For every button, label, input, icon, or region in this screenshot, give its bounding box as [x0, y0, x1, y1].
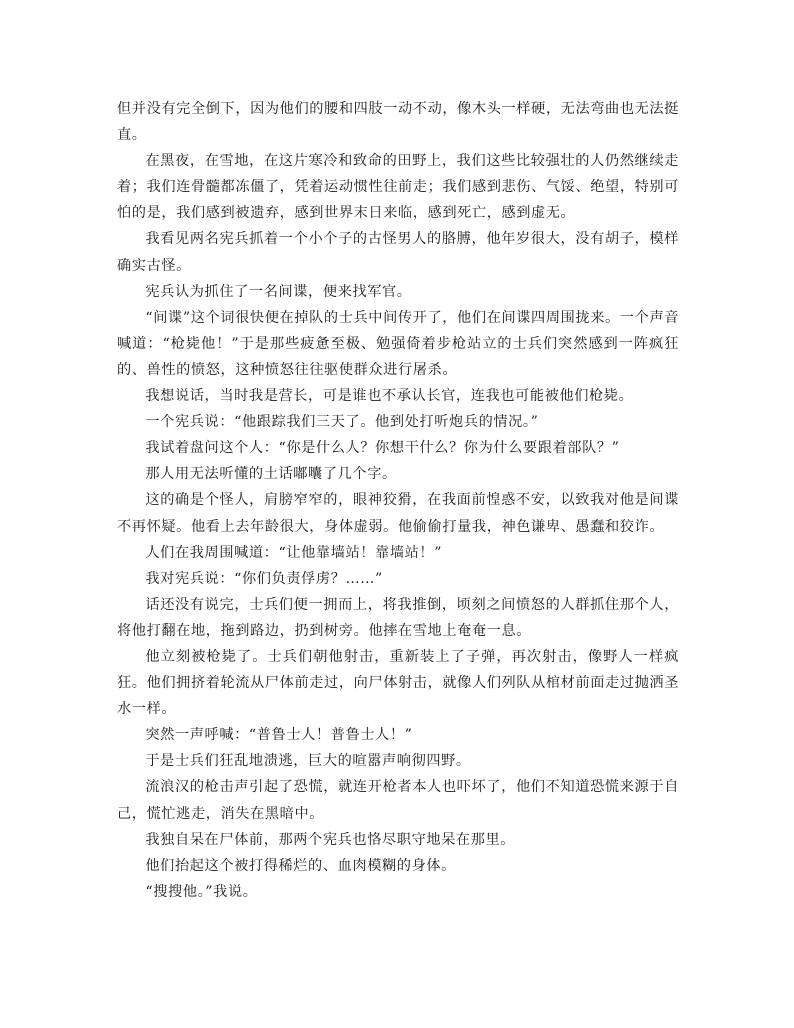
paragraph: 突然一声呼喊：“普鲁士人！普鲁士人！”: [145, 727, 413, 744]
paragraph: 我看见两名宪兵抓着一个小个子的古怪男人的胳膊，他年岁很大，没有胡子，模样确实古怪。: [117, 231, 679, 274]
paragraph: 于是士兵们狂乱地溃逃，巨大的喧嚣声响彻四野。: [145, 753, 471, 770]
paragraph: 我试着盘问这个人：“你是什么人？你想干什么？你为什么要跟着部队？”: [145, 440, 620, 457]
paragraph: 一个宪兵说：“他跟踪我们三天了。他到处打听炮兵的情况。”: [145, 414, 539, 431]
paragraph: 他立刻被枪毙了。士兵们朝他射击，重新装上了子弹，再次射击，像野人一样疯狂。他们拥挤着轮流从尸体前走过，向尸体射击，就像人们列队从棺材前面走过抛洒圣水一样。: [117, 648, 679, 718]
paragraph: 话还没有说完，士兵们便一拥而上，将我推倒，顷刻之间愤怒的人群抓住那个人，将他打翻在地，拖到路边，扔到树旁。他摔在雪地上奄奄一息。: [117, 596, 679, 639]
paragraph: “搜搜他。”我说。: [145, 883, 258, 900]
paragraph: 这的确是个怪人，肩膀窄窄的，眼神狡猾，在我面前惶惑不安，以致我对他是间谍不再怀疑。他看上去年龄很大，身体虚弱。他偷偷打量我，神色谦卑、愚蠢和狡诈。: [117, 492, 679, 535]
document-body: [117, 96, 679, 905]
paragraph: 流浪汉的枪击声引起了恐慌，就连开枪者本人也吓坏了，他们不知道恐慌来源于自己，慌忙逃走，消失在黑暗中。: [117, 779, 679, 822]
paragraph: 我想说话，当时我是营长，可是谁也不承认长官，连我也可能被他们枪毙。: [145, 388, 634, 405]
paragraph: 在黑夜，在雪地，在这片寒冷和致命的田野上，我们这些比较强壮的人仍然继续走着；我们连骨髓都冻僵了，凭着运动惯性往前走；我们感到悲伤、气馁、绝望，特别可怕的是，我们感到被遗弃，感到世界末日来临，感到死亡，感到虚无。: [117, 153, 679, 222]
paragraph: 人们在我周围喊道：“让他靠墙站！靠墙站！”: [145, 544, 443, 561]
paragraph: 但并没有完全倒下，因为他们的腰和四肢一动不动，像木头一样硬，无法弯曲也无法挺直。: [117, 101, 679, 144]
paragraph: 宪兵认为抓住了一名间谍，便来找军官。: [145, 283, 412, 300]
paragraph: 我对宪兵说：“你们负责俘虏？……”: [145, 570, 383, 587]
paragraph: “间谍”这个词很快便在掉队的士兵中间传开了，他们在间谍四周围拢来。一个声音喊道：“枪毙他！”于是那些疲惫至极、勉强倚着步枪站立的士兵们突然感到一阵疯狂的、兽性的愤怒，这种愤怒往往驱使群众进行屠杀。: [117, 309, 679, 378]
paragraph: 那人用无法听懂的土话嘟囔了几个字。: [145, 466, 397, 483]
paragraph: 我独自呆在尸体前，那两个宪兵也恪尽职守地呆在那里。: [145, 831, 516, 848]
paragraph: 他们抬起这个被打得稀烂的、血肉模糊的身体。: [145, 857, 456, 874]
